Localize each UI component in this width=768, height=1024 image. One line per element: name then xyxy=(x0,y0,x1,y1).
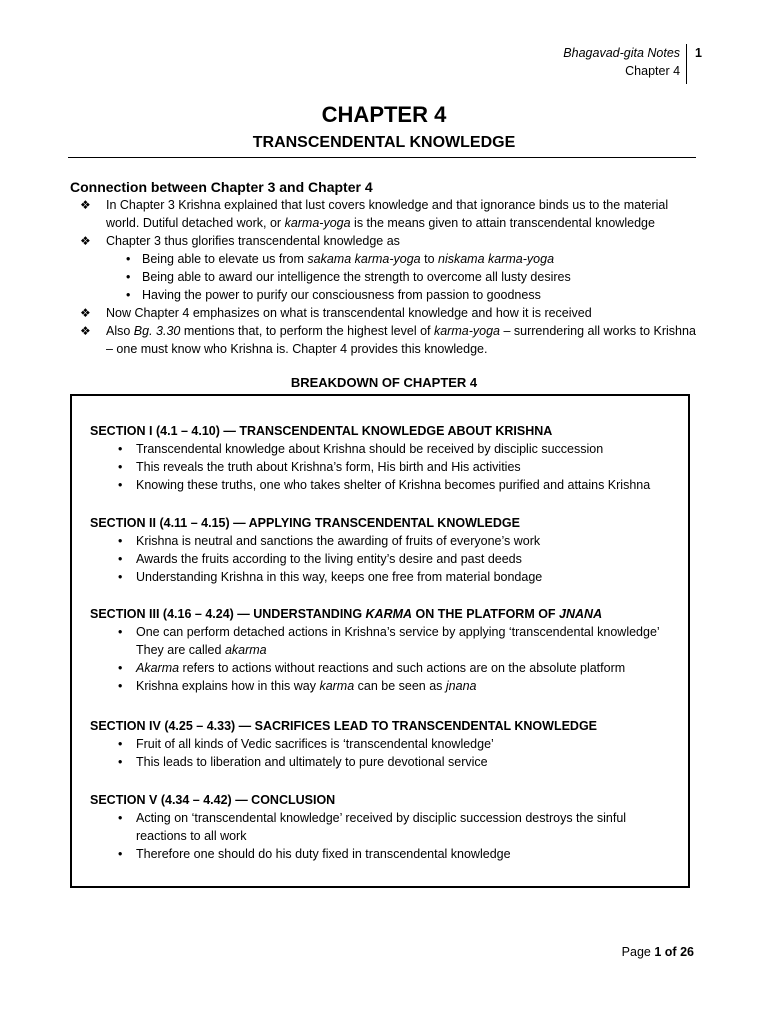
section-heading: SECTION V (4.34 – 4.42) — CONCLUSION xyxy=(90,793,336,807)
header-text xyxy=(563,44,686,80)
list-item-text: Understanding Krishna in this way, keeps one free from material bondage xyxy=(136,570,543,584)
section-list xyxy=(90,440,680,494)
list-item-text: This reveals the truth about Krishna’s form, His birth and His activities xyxy=(136,460,521,474)
diamond-bullet-icon: ❖ xyxy=(80,324,91,338)
list-item-text: This leads to liberation and ultimately to pure devotional service xyxy=(136,755,488,769)
section-heading: SECTION III (4.16 – 4.24) — UNDERSTANDING KARMA ON THE PLATFORM OF JNANA xyxy=(90,607,603,621)
title-rule xyxy=(68,157,696,158)
connection-sublist xyxy=(70,250,700,304)
bullet-icon: • xyxy=(118,442,123,456)
section-item xyxy=(90,550,680,568)
connection-subitem xyxy=(70,250,700,268)
bullet-icon: • xyxy=(118,534,123,548)
section-item xyxy=(90,753,680,771)
page-footer xyxy=(622,943,694,961)
diamond-bullet-icon: ❖ xyxy=(80,234,91,248)
list-item-text: Fruit of all kinds of Vedic sacrifices is ‘transcendental knowledge’ xyxy=(136,737,494,751)
section-item xyxy=(90,659,680,677)
section-heading: SECTION IV (4.25 – 4.33) — SACRIFICES LEAD TO TRANSCENDENTAL KNOWLEDGE xyxy=(90,719,598,733)
section-item xyxy=(90,568,680,586)
list-item-text: Acting on ‘transcendental knowledge’ received by disciplic succession destroys the sinful reactions to all work xyxy=(136,811,627,843)
section-heading: SECTION II (4.11 – 4.15) — APPLYING TRANSCENDENTAL KNOWLEDGE xyxy=(90,516,520,530)
header-page-number: 1 xyxy=(695,46,702,60)
list-item-text: Awards the fruits according to the living entity’s desire and past deeds xyxy=(136,552,522,566)
connection-heading: Connection between Chapter 3 and Chapter 4 xyxy=(70,179,373,195)
connection-subitem xyxy=(70,268,700,286)
bullet-icon: • xyxy=(118,552,123,566)
section-item xyxy=(90,677,680,695)
connection-item xyxy=(70,304,700,322)
footer-page-prefix: Page xyxy=(621,945,651,959)
list-item-text: Being able to elevate us from sakama karma-yoga to niskama karma-yoga xyxy=(142,252,555,266)
section-4 xyxy=(90,717,680,771)
list-item-text: Krishna is neutral and sanctions the awarding of fruits of everyone’s work xyxy=(136,534,541,548)
list-item-text: Also Bg. 3.30 mentions that, to perform the highest level of karma-yoga – surrendering all works to Krishna – one must know who Krishna is. Chapter 4 provides this knowledge. xyxy=(106,324,696,356)
section-item xyxy=(90,532,680,550)
connection-item xyxy=(70,322,700,358)
section-list xyxy=(90,809,680,863)
list-item-text: In Chapter 3 Krishna explained that lust covers knowledge and that ignorance binds us to the material world. Dutiful detached work, or karma-yoga is the means given to attain transcendental knowledge xyxy=(106,198,669,230)
bullet-icon: • xyxy=(118,478,123,492)
bullet-icon: • xyxy=(126,252,131,266)
section-heading: SECTION I (4.1 – 4.10) — TRANSCENDENTAL KNOWLEDGE ABOUT KRISHNA xyxy=(90,424,553,438)
section-1 xyxy=(90,422,680,494)
bullet-icon: • xyxy=(118,847,123,861)
connection-subitem xyxy=(70,286,700,304)
section-list xyxy=(90,735,680,771)
section-item xyxy=(90,845,680,863)
section-item xyxy=(90,809,680,845)
bullet-icon: • xyxy=(126,288,131,302)
header-chapter: Chapter 4 xyxy=(625,64,681,78)
chapter-subtitle: TRANSCENDENTAL KNOWLEDGE xyxy=(252,134,516,151)
connection-section xyxy=(70,178,700,358)
bullet-icon: • xyxy=(118,811,123,825)
list-item-text: One can perform detached actions in Krishna’s service by applying ‘transcendental knowledge’ They are called akarma xyxy=(136,625,660,657)
section-item xyxy=(90,458,680,476)
list-item-text: Transcendental knowledge about Krishna should be received by disciplic succession xyxy=(136,442,604,456)
section-list xyxy=(90,623,680,695)
bullet-icon: • xyxy=(118,661,123,675)
connection-item xyxy=(70,232,700,250)
list-item-text: Chapter 3 thus glorifies transcendental knowledge as xyxy=(106,234,400,248)
diamond-bullet-icon: ❖ xyxy=(80,306,91,320)
header-doc-title: Bhagavad-gita Notes xyxy=(563,46,681,60)
section-item xyxy=(90,476,680,494)
list-item-text: Therefore one should do his duty fixed in transcendental knowledge xyxy=(136,847,511,861)
footer-page-current: 1 xyxy=(654,945,662,959)
section-2 xyxy=(90,514,680,586)
list-item-text: Being able to award our intelligence the strength to overcome all lusty desires xyxy=(142,270,571,284)
section-item xyxy=(90,735,680,753)
list-item-text: Having the power to purify our consciousness from passion to goodness xyxy=(142,288,541,302)
section-3 xyxy=(90,605,680,695)
list-item-text: Knowing these truths, one who takes shelter of Krishna becomes purified and attains Krishna xyxy=(136,478,651,492)
breakdown-box xyxy=(70,394,690,888)
bullet-icon: • xyxy=(118,679,123,693)
section-item xyxy=(90,440,680,458)
page-header xyxy=(563,44,702,84)
connection-item xyxy=(70,196,700,232)
section-item xyxy=(90,623,680,659)
bullet-icon: • xyxy=(118,625,123,639)
footer-page-total: 26 xyxy=(680,945,694,959)
bullet-icon: • xyxy=(126,270,131,284)
section-5 xyxy=(90,791,680,863)
list-item-text: Akarma refers to actions without reactions and such actions are on the absolute platform xyxy=(136,661,626,675)
section-list xyxy=(90,532,680,586)
chapter-title: CHAPTER 4 xyxy=(321,102,447,127)
bullet-icon: • xyxy=(118,460,123,474)
bullet-icon: • xyxy=(118,755,123,769)
bullet-icon: • xyxy=(118,570,123,584)
breakdown-title: BREAKDOWN OF CHAPTER 4 xyxy=(290,375,478,390)
list-item-text: Now Chapter 4 emphasizes on what is transcendental knowledge and how it is received xyxy=(106,306,592,320)
diamond-bullet-icon: ❖ xyxy=(80,198,91,212)
bullet-icon: • xyxy=(118,737,123,751)
footer-page-of: of xyxy=(664,945,677,959)
connection-list xyxy=(70,196,700,358)
list-item-text: Krishna explains how in this way karma can be seen as jnana xyxy=(136,679,477,693)
